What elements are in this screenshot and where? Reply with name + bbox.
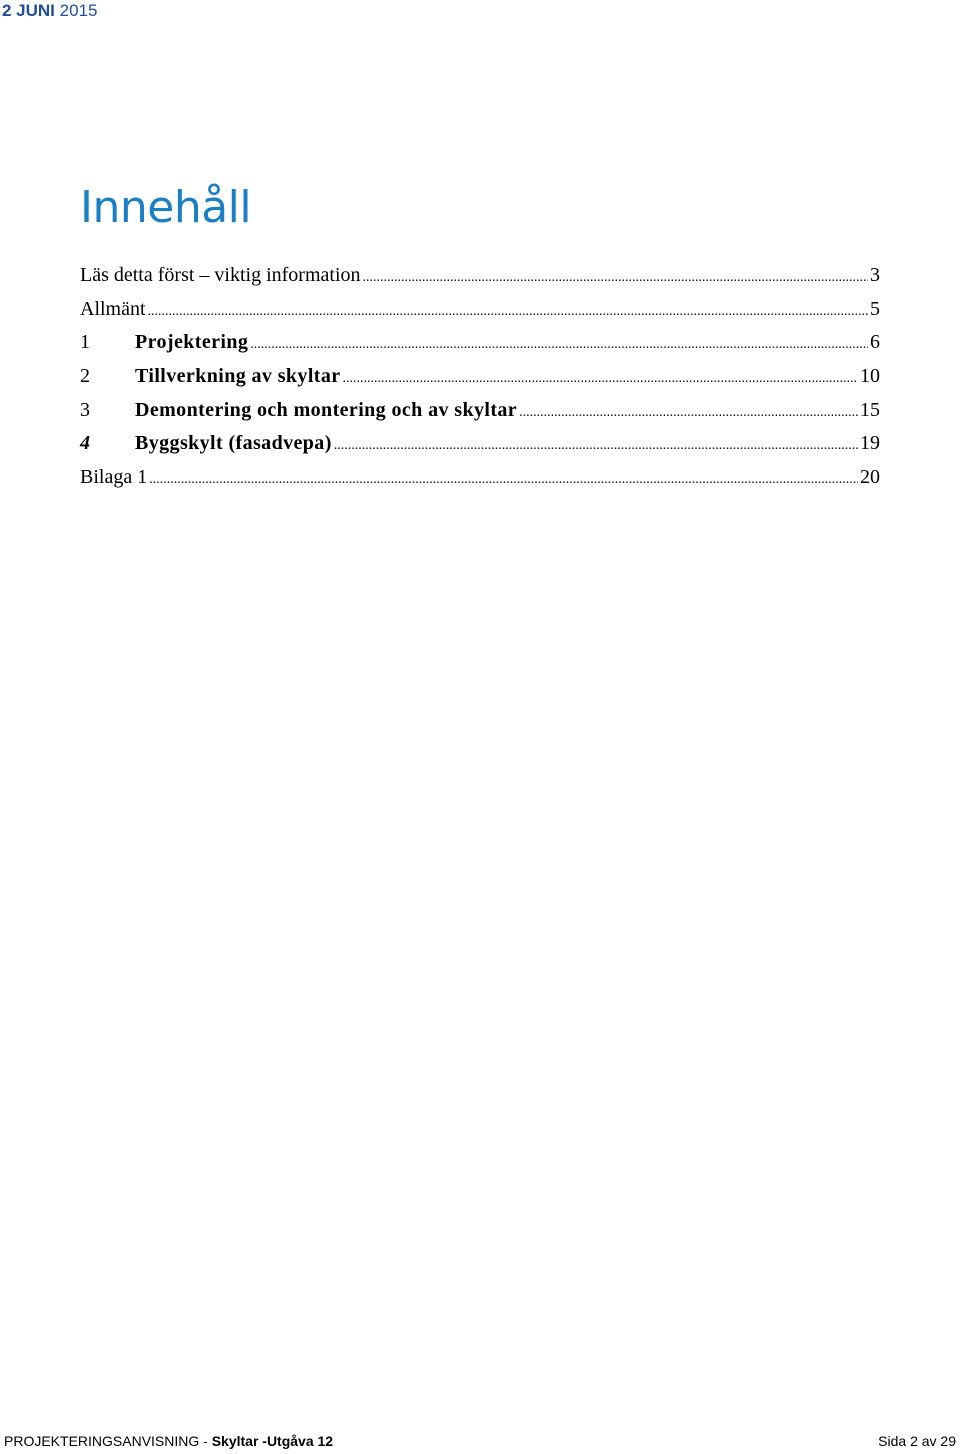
- toc-entry[interactable]: [80, 399, 880, 433]
- header-date-year: 2015: [59, 1, 98, 20]
- toc-entry-number: 2: [80, 365, 90, 388]
- toc-entry-page: 5: [870, 297, 880, 320]
- toc-entry[interactable]: [80, 466, 880, 500]
- toc-entry-label: Allmänt: [80, 297, 146, 320]
- toc-entry[interactable]: [80, 331, 880, 365]
- toc-entry-number: 3: [80, 398, 90, 421]
- toc-entry-page: 15: [860, 398, 880, 421]
- toc-dot-leader: [343, 371, 858, 387]
- toc-entry-label: Bilaga 1: [80, 466, 148, 489]
- toc-dot-leader: [519, 405, 858, 421]
- toc-entry-page: 20: [860, 466, 880, 489]
- toc-entry-number: 1: [80, 331, 90, 354]
- toc-entry-label: Tillverkning av skyltar: [135, 365, 341, 388]
- toc-entry-page: 6: [870, 331, 880, 354]
- toc-dot-leader: [148, 304, 868, 320]
- toc-entry[interactable]: [80, 365, 880, 399]
- toc-heading: Innehåll: [80, 182, 252, 233]
- toc-entry[interactable]: [80, 264, 880, 298]
- toc-entry-label: Projektering: [135, 331, 249, 354]
- toc-entry[interactable]: [80, 432, 880, 466]
- toc-dot-leader: [149, 472, 858, 488]
- toc-entry-page: 10: [860, 365, 880, 388]
- footer-doc-subject: Skyltar -Utgåva 12: [211, 1433, 334, 1449]
- header-date: [2, 0, 97, 22]
- toc-dot-leader: [250, 337, 868, 353]
- toc-entry[interactable]: [80, 298, 880, 332]
- toc-entry-label: Demontering och montering och av skyltar: [135, 398, 518, 421]
- footer-doc-name: PROJEKTERINGSANVISNING -: [4, 1433, 212, 1449]
- toc-dot-leader: [334, 438, 858, 454]
- toc-dot-leader: [363, 270, 869, 286]
- toc-entry-label: Byggskylt (fasadvepa): [135, 432, 332, 455]
- toc-entry-number: 4: [80, 432, 90, 455]
- toc-entry-page: 19: [860, 432, 880, 455]
- toc-entry-label: Läs detta först – viktig information: [80, 264, 361, 286]
- toc-entry-page: 3: [870, 264, 880, 286]
- table-of-contents: [80, 264, 880, 500]
- footer-document-title: [4, 1432, 333, 1450]
- header-date-day-month: 2 JUNI: [2, 1, 55, 20]
- footer-page-number: Sida 2 av 29: [878, 1433, 956, 1449]
